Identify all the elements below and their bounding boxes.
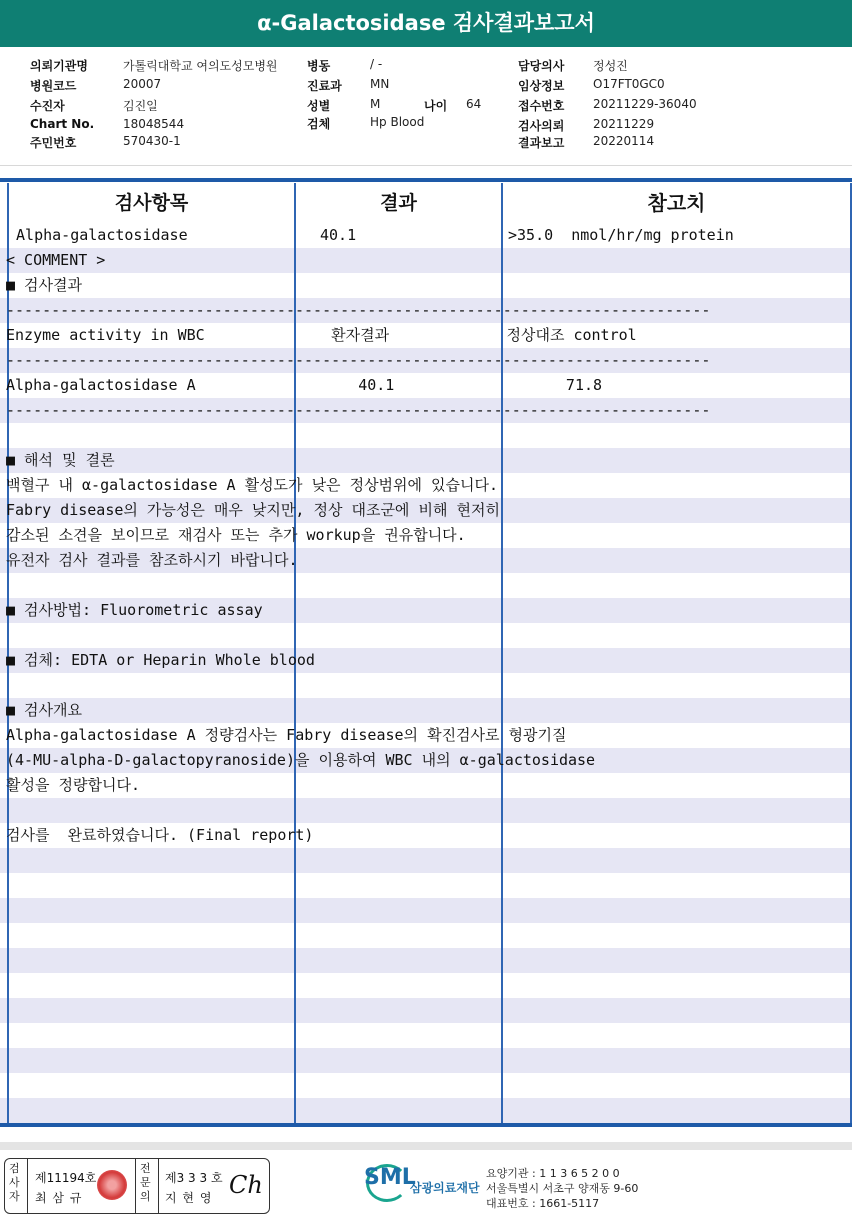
- value-resident-no: 570430-1: [123, 134, 181, 148]
- specialist-name: 지 현 영: [165, 1191, 213, 1205]
- label-department: 진료과: [307, 79, 342, 93]
- header-divider: [0, 165, 852, 166]
- report-title: α-Galactosidase 검사결과보고서: [0, 0, 852, 47]
- table-stripe-row: [0, 423, 852, 448]
- label-hospital-code: 병원코드: [30, 79, 77, 93]
- report-line: (4-MU-alpha-D-galactopyranoside)을 이용하여 WBC 내의 α-galactosidase: [6, 751, 596, 769]
- report-line: Alpha-galactosidase A 40.1 71.8: [6, 376, 603, 394]
- table-stripe-row: [0, 898, 852, 923]
- specialist-label: 전문의: [140, 1162, 151, 1203]
- table-bottom-border: [0, 1123, 852, 1127]
- table-stripe-row: [0, 998, 852, 1023]
- tester-label: 검사자: [9, 1162, 20, 1203]
- header-test-item: 검사항목: [114, 192, 189, 214]
- contact-info: [486, 1166, 638, 1211]
- specialist-license-no: 제3 3 3 호: [165, 1171, 223, 1185]
- value-request-date: 20211229: [593, 117, 655, 131]
- test-item-name: Alpha-galactosidase: [7, 226, 188, 244]
- report-line: 검사를 완료하였습니다. (Final report): [6, 826, 314, 844]
- label-receipt-no: 접수번호: [518, 99, 565, 113]
- header-result: 결과: [380, 192, 417, 214]
- signature-mark: Ch: [229, 1171, 263, 1199]
- contact-line: 서울특별시 서초구 양재동 9-60: [486, 1182, 639, 1195]
- report-line: < COMMENT >: [6, 251, 106, 269]
- table-stripe-row: [0, 623, 852, 648]
- value-clinical-info: O17FT0GC0: [593, 77, 665, 91]
- report-line: ■ 검체: EDTA or Heparin Whole blood: [6, 651, 315, 669]
- report-line: ■ 검사결과: [6, 276, 83, 294]
- table-stripe-row: [0, 273, 852, 298]
- table-stripe-row: [0, 1073, 852, 1098]
- label-age: 나이: [424, 99, 448, 113]
- value-sex: M: [370, 97, 381, 111]
- value-receipt-no: 20211229-36040: [593, 97, 697, 111]
- label-ward: 병동: [307, 59, 331, 73]
- table-stripe-row: [0, 573, 852, 598]
- table-stripe-row: [0, 848, 852, 873]
- label-chart-no: Chart No.: [30, 117, 95, 131]
- label-request-date: 검사의뢰: [518, 119, 565, 133]
- report-line: ------------------------------------------------------------------------------: [6, 401, 711, 419]
- table-stripe-row: [0, 673, 852, 698]
- label-institution: 의뢰기관명: [30, 59, 88, 73]
- report-line: 감소된 소견을 보이므로 재검사 또는 추가 workup을 권유합니다.: [6, 526, 466, 544]
- value-department: MN: [370, 77, 390, 91]
- report-line: 백혈구 내 α-galactosidase A 활성도가 낮은 정상범위에 있습니다.: [6, 476, 499, 494]
- report-line: ■ 검사개요: [6, 701, 83, 719]
- test-item-reference: >35.0 nmol/hr/mg protein: [508, 226, 734, 244]
- signature-box: [4, 1158, 270, 1214]
- label-specimen: 검체: [307, 117, 331, 131]
- org-name: 삼광의료재단: [410, 1181, 480, 1195]
- table-top-border: [0, 178, 852, 182]
- label-report-date: 결과보고: [518, 136, 565, 150]
- report-line: ■ 검사방법: Fluorometric assay: [6, 601, 263, 619]
- label-patient: 수진자: [30, 99, 65, 113]
- value-physician: 정성진: [593, 59, 628, 73]
- table-stripe-row: [0, 448, 852, 473]
- contact-line: 대표번호 : 1661-5117: [486, 1197, 600, 1210]
- table-stripe-row: [0, 873, 852, 898]
- table-stripe-row: [0, 1023, 852, 1048]
- tester-license-no: 제11194호: [35, 1171, 97, 1185]
- value-report-date: 20220114: [593, 134, 655, 148]
- contact-line: 요양기관 : 1 1 3 6 5 2 0 0: [486, 1167, 620, 1180]
- value-specimen: Hp Blood: [370, 115, 425, 129]
- label-resident-no: 주민번호: [30, 136, 77, 150]
- result-table: [0, 183, 852, 1123]
- table-stripe-row: [0, 248, 852, 273]
- value-age: 64: [466, 97, 482, 111]
- report-line: ■ 해석 및 결론: [6, 451, 115, 469]
- report-line: Enzyme activity in WBC 환자결과 정상대조 control: [6, 326, 637, 344]
- header-reference: 참고치: [647, 191, 706, 215]
- footer-divider: [0, 1142, 852, 1150]
- tester-seal-stamp: [97, 1170, 127, 1200]
- sml-logo: SML: [364, 1165, 416, 1190]
- signature-box-divider: [135, 1159, 136, 1213]
- report-line: ------------------------------------------------------------------------------: [6, 301, 711, 319]
- table-stripe-row: [0, 798, 852, 823]
- signature-box-divider: [158, 1159, 159, 1213]
- tester-name: 최 삼 규: [35, 1191, 83, 1205]
- table-stripe-row: [0, 973, 852, 998]
- report-line: ------------------------------------------------------------------------------: [6, 351, 711, 369]
- report-line: 유전자 검사 결과를 참조하시기 바랍니다.: [6, 551, 298, 569]
- patient-info-section: [0, 55, 852, 155]
- label-physician: 담당의사: [518, 59, 565, 73]
- test-item-result: 40.1: [320, 226, 357, 244]
- table-stripe-row: [0, 1098, 852, 1123]
- table-stripe-row: [0, 923, 852, 948]
- table-stripe-row: [0, 948, 852, 973]
- table-stripe-row: [0, 1048, 852, 1073]
- label-clinical-info: 임상정보: [518, 79, 565, 93]
- report-line: Alpha-galactosidase A 정량검사는 Fabry disease의 확진검사로 형광기질: [6, 726, 567, 744]
- value-patient: 김진일: [123, 99, 158, 113]
- value-institution: 가톨릭대학교 여의도성모병원: [123, 59, 278, 73]
- value-ward: / -: [370, 57, 383, 71]
- value-chart-no: 18048544: [123, 117, 185, 131]
- signature-box-divider: [27, 1159, 28, 1213]
- label-sex: 성별: [307, 99, 331, 113]
- table-stripe-row: [0, 698, 852, 723]
- report-line: Fabry disease의 가능성은 매우 낮지만, 정상 대조군에 비해 현저히: [6, 501, 500, 519]
- report-line: 활성을 정량합니다.: [6, 776, 140, 794]
- value-hospital-code: 20007: [123, 77, 162, 91]
